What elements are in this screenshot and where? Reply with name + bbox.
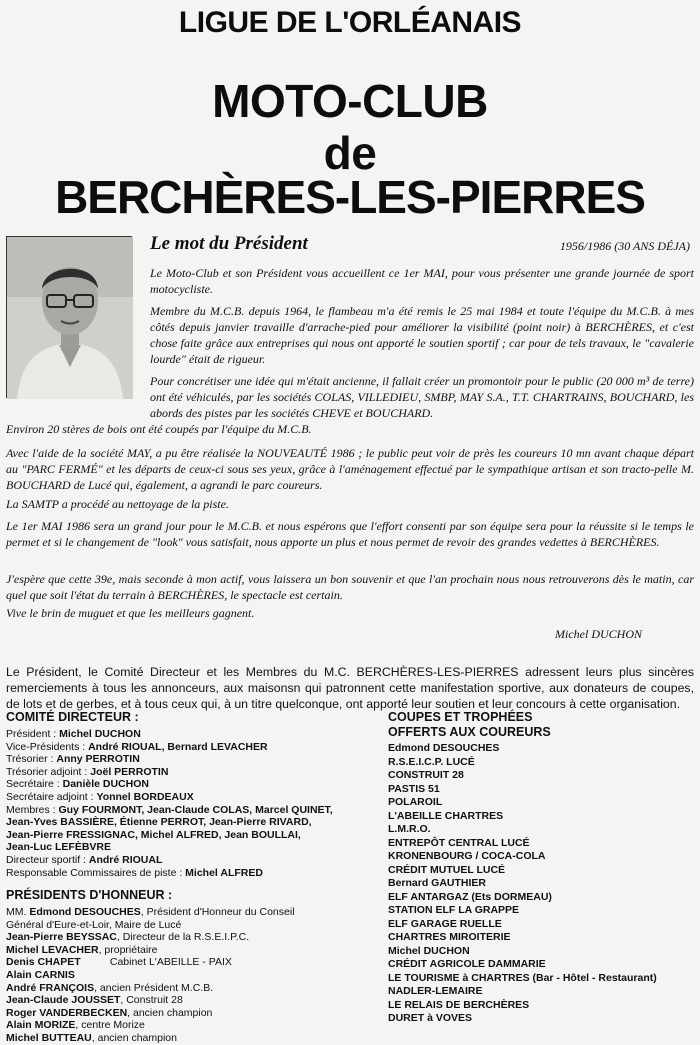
honorary-detail: , ancien Président M.C.B. bbox=[94, 981, 214, 994]
comite-role-label: Président : bbox=[6, 728, 60, 740]
trophy-donor-item: L.M.R.O. bbox=[388, 823, 431, 835]
comite-member-names: Michel ALFRED bbox=[185, 866, 263, 879]
honorary-name: Michel LEVACHER bbox=[6, 943, 99, 956]
comite-row bbox=[6, 791, 376, 804]
honorary-president-row bbox=[6, 994, 376, 1007]
anniversary-label: 1956/1986 (30 ANS DÉJA) bbox=[559, 239, 690, 253]
comite-list bbox=[6, 728, 376, 879]
coupes-title-line2: OFFERTS AUX COUREURS bbox=[388, 725, 551, 739]
honorary-name: Alain MORIZE bbox=[6, 1019, 76, 1032]
thanks-paragraph: Le Président, le Comité Directeur et les Membres du M.C. BERCHÈRES-LES-PIERRES adressent leurs plus sincères remerciements à tous les annonceurs, aux maisonsn qui patronnent cette manifestation sportive, aux donateurs de coupes, de lots et de gerbes, et à tous ceux qui, à un titre quelconque, ont apporté leur soutien et leur concours à cette organisation. bbox=[6, 665, 694, 711]
trophy-donor-item: Bernard GAUTHIER bbox=[388, 877, 487, 889]
comite-row bbox=[6, 741, 376, 754]
trophy-donor-item: ENTREPÔT CENTRAL LUCÉ bbox=[388, 836, 530, 849]
honorary-detail: , Construit 28 bbox=[120, 994, 183, 1007]
club-title-line1: MOTO-CLUB bbox=[212, 75, 488, 127]
comite-row bbox=[6, 778, 376, 791]
honorary-detail: , ancien champion bbox=[91, 1031, 177, 1044]
comite-member-names: Michel DUCHON bbox=[59, 728, 141, 740]
comite-member-names: André RIOUAL, Bernard LEVACHER bbox=[88, 740, 268, 753]
trophy-donor-item: NADLER-LEMAIRE bbox=[388, 985, 483, 997]
honorary-president-row bbox=[6, 969, 376, 982]
honorary-name: Jean-Pierre BEYSSAC bbox=[6, 931, 117, 944]
honorary-name: Michel BUTTEAU bbox=[6, 1031, 92, 1044]
comite-role-label: Responsable Commissaires de piste : bbox=[6, 866, 186, 879]
comite-row bbox=[6, 766, 376, 779]
honorary-president-row bbox=[6, 1007, 376, 1020]
trophy-donor-item: LE RELAIS DE BERCHÈRES bbox=[388, 998, 530, 1011]
comite-member-names: Jean-Pierre FRESSIGNAC, Michel ALFRED, Jean BOULLAI, bbox=[6, 828, 301, 841]
trophy-donor-item: LE TOURISME à CHARTRES (Bar - Hôtel - Restaurant) bbox=[388, 971, 657, 984]
honorary-president-row bbox=[6, 1019, 376, 1032]
comite-role-label: Membres : bbox=[6, 803, 59, 816]
honorary-president-row bbox=[6, 944, 376, 957]
president-paragraph-6: Le 1er MAI 1986 sera un grand jour pour le M.C.B. et nous espérons que l'effort consenti par son équipe sera pour la réussite si le temps le permet et si le changement de "look" vous satisfait, nous apporte un plus et nous permet de revoir des grandes vedettes à BERCHÈRES. bbox=[6, 519, 694, 549]
coupes-title bbox=[388, 710, 551, 740]
comite-role-label: Vice-Présidents : bbox=[6, 740, 89, 753]
president-photo bbox=[6, 236, 132, 398]
trophy-donor-item: POLAROIL bbox=[388, 796, 443, 808]
president-paragraph-1: Le Moto-Club et son Président vous accueillent ce 1er MAI, pour vous présenter une grande journée de sport motocycliste. bbox=[150, 266, 694, 296]
president-paragraph-3: Pour concrétiser une idée qui m'était ancienne, il fallait créer un promontoir pour le public (20 000 m³ de terre) ont été véhiculés, par les sociétés COLAS, VILLEDIEU, SMBP, MAY S.A., T.T. CHARTRAINS, BOUCHARD, les abords des pistes par les sociétés CHEVE et BOUCHARD. bbox=[150, 374, 694, 420]
trophy-donor-item: CRÉDIT MUTUEL LUCÉ bbox=[388, 863, 506, 876]
trophy-donor-item: R.S.E.I.C.P. LUCÉ bbox=[388, 755, 475, 768]
comite-row bbox=[6, 867, 376, 880]
president-paragraph-7: J'espère que cette 39e, mais seconde à mon actif, vous laissera un bon souvenir et que l'an prochain nous nous retrouverons dès le matin, car quel que soit l'état du terrain à BERCHÈRES, le spectacle est certain. bbox=[6, 572, 694, 602]
honorary-name: Edmond DESOUCHES bbox=[29, 906, 141, 918]
honorary-name: Denis CHAPET bbox=[6, 956, 81, 969]
comite-role-label: Secrétaire adjoint : bbox=[6, 790, 97, 803]
honorary-detail: , Président d'Honneur du Conseil bbox=[140, 906, 295, 918]
comite-member-names: Anny PERROTIN bbox=[56, 753, 140, 766]
honorary-detail: , propriétaire bbox=[98, 943, 158, 956]
honorary-detail: Cabinet L'ABEILLE - PAIX bbox=[80, 956, 232, 969]
president-paragraph-3b: Environ 20 stères de bois ont été coupés par l'équipe du M.C.B. bbox=[6, 422, 312, 436]
trophy-donor-item: CHARTRES MIROITERIE bbox=[388, 931, 511, 943]
comite-role-label: Trésorier adjoint : bbox=[6, 765, 91, 778]
honorary-president-row bbox=[6, 906, 376, 919]
honorary-name: Roger VANDERBECKEN bbox=[6, 1006, 128, 1019]
trophy-donor-item: CRÉDIT AGRICOLE DAMMARIE bbox=[388, 958, 546, 970]
trophy-donor-item: Edmond DESOUCHES bbox=[388, 742, 500, 754]
comite-member-names: Joël PERROTIN bbox=[90, 765, 169, 778]
trophy-donor-item: ELF ANTARGAZ (Ets DORMEAU) bbox=[388, 890, 552, 903]
comite-member-names: Jean-Luc LEFÈBVRE bbox=[6, 841, 112, 854]
trophy-donor-item: ELF GARAGE RUELLE bbox=[388, 917, 502, 930]
comite-role-label: Secrétaire : bbox=[6, 778, 63, 791]
coupes-list bbox=[388, 742, 694, 1026]
honorary-name: André FRANÇOIS bbox=[6, 981, 95, 994]
comite-row bbox=[6, 804, 376, 817]
president-paragraph-2: Membre du M.C.B. depuis 1964, le flambeau m'a été remis le 25 mai 1984 et toute l'équipe du M.C.B. à mes côtés depuis janvier travaille d'arrache-pied pour améliorer la visibilité (point noir) à BERCHÈRES, et c'est chose faite grâce aux entreprises qui nous ont apporté le soutien sportif ; car pour de tels travaux, le "cavalerie lourde" était de rigueur. bbox=[150, 304, 694, 366]
comite-member-names: Danièle DUCHON bbox=[62, 778, 149, 791]
comite-row bbox=[6, 728, 376, 741]
club-title-line3: BERCHÈRES-LES-PIERRES bbox=[55, 171, 645, 223]
trophy-donor-item: KRONENBOURG / COCA-COLA bbox=[388, 850, 546, 862]
trophy-donor-item: CONSTRUIT 28 bbox=[388, 769, 464, 781]
president-paragraph-4: Avec l'aide de la société MAY, a pu être réalisée la NOUVEAUTÉ 1986 ; le public peut voir de près les coureurs 10 mn avant chaque départ au "PARC FERMÉ" et les départs de ceux-ci sous ses yeux, grâce à l'aménagement effectué par le sympathique artisan et son tracto-pelle M. BOUCHARD de Lucé qui, également, a agrandi le parc coureurs. bbox=[6, 446, 694, 492]
comite-row bbox=[6, 753, 376, 766]
honorary-name: Alain CARNIS bbox=[6, 968, 75, 981]
comite-member-names: Guy FOURMONT, Jean-Claude COLAS, Marcel QUINET, bbox=[58, 803, 333, 816]
honorary-president-row bbox=[6, 931, 376, 944]
trophy-donor-item: L'ABEILLE CHARTRES bbox=[388, 809, 504, 822]
honorary-prefix: MM. bbox=[6, 906, 30, 918]
president-paragraph-8: Vive le brin de muguet et que les meilleurs gagnent. bbox=[6, 606, 255, 620]
honorary-president-row bbox=[6, 956, 376, 969]
president-portrait-image bbox=[7, 237, 133, 399]
presidents-list bbox=[6, 906, 376, 1045]
honorary-president-row bbox=[6, 919, 376, 932]
president-word-title: Le mot du Président bbox=[150, 233, 308, 254]
comite-role-label: Directeur sportif : bbox=[6, 853, 89, 866]
trophy-donor-item: STATION ELF LA GRAPPE bbox=[388, 904, 520, 916]
presidents-title: PRÉSIDENTS D'HONNEUR : bbox=[6, 888, 173, 902]
trophy-donor-item: Michel DUCHON bbox=[388, 944, 470, 957]
league-title: LIGUE DE L'ORLÉANAIS bbox=[178, 6, 522, 39]
honorary-president-row bbox=[6, 1032, 376, 1045]
comite-row bbox=[6, 854, 376, 867]
comite-row bbox=[6, 841, 376, 854]
trophy-donor-item: DURET à VOVES bbox=[388, 1012, 473, 1024]
comite-member-names: Yonnel BORDEAUX bbox=[96, 790, 194, 803]
comite-role-label: Trésorier : bbox=[6, 753, 57, 766]
honorary-prefix: Général d'Eure-et-Loir, Maire de Lucé bbox=[6, 918, 182, 931]
honorary-detail: , centre Morize bbox=[75, 1019, 145, 1032]
honorary-detail: , ancien champion bbox=[127, 1006, 213, 1019]
comite-member-names: Jean-Yves BASSIÈRE, Étienne PERROT, Jean-Pierre RIVARD, bbox=[6, 816, 312, 829]
comite-row bbox=[6, 829, 376, 842]
honorary-president-row bbox=[6, 982, 376, 995]
president-signature: Michel DUCHON bbox=[555, 627, 642, 641]
president-paragraph-5: La SAMTP a procédé au nettoyage de la piste. bbox=[6, 497, 229, 511]
comite-title: COMITÉ DIRECTEUR : bbox=[6, 710, 139, 724]
trophy-donor-item: PASTIS 51 bbox=[388, 782, 440, 795]
honorary-detail: , Directeur de la R.S.E.I.P.C. bbox=[116, 931, 250, 944]
comite-row bbox=[6, 816, 376, 829]
comite-member-names: André RIOUAL bbox=[88, 853, 163, 866]
club-title-line2: de bbox=[323, 127, 377, 179]
coupes-title-line1: COUPES ET TROPHÉES bbox=[388, 710, 533, 724]
honorary-name: Jean-Claude JOUSSET bbox=[6, 994, 121, 1007]
